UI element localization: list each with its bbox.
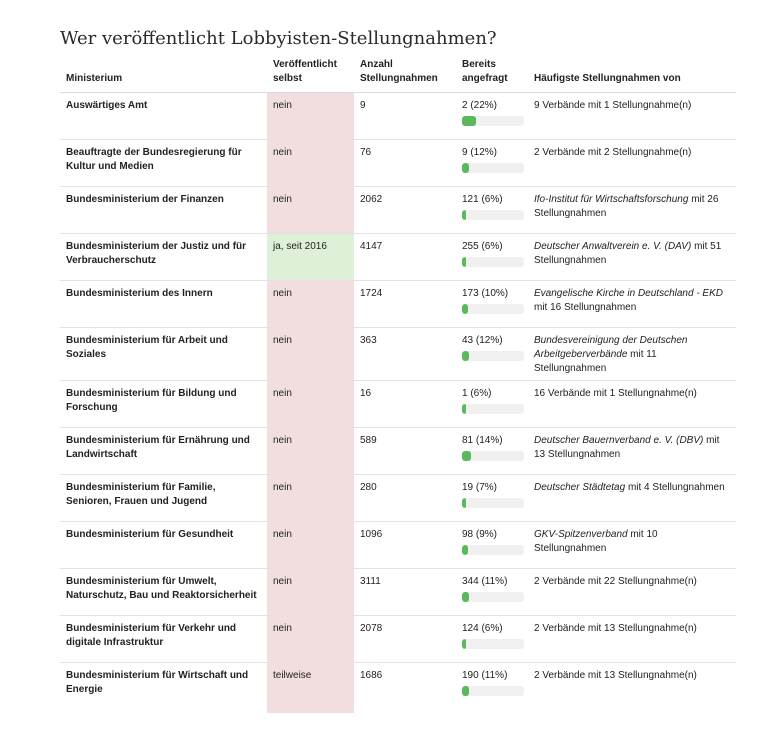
published-status: nein (267, 281, 354, 328)
requested-cell (456, 140, 528, 187)
table-row (60, 663, 736, 714)
progress-bar (462, 498, 524, 508)
progress-fill (462, 592, 469, 602)
progress-bar (462, 163, 524, 173)
progress-bar (462, 257, 524, 267)
top-detail: 2 Verbände mit 13 Stellungnahme(n) (534, 623, 697, 634)
top-submitters (528, 140, 736, 187)
progress-fill (462, 639, 466, 649)
top-submitters (528, 522, 736, 569)
table-row (60, 328, 736, 381)
table-row (60, 140, 736, 187)
published-status: nein (267, 381, 354, 428)
requested-value: 344 (11%) (462, 576, 508, 587)
progress-bar (462, 639, 524, 649)
ministry-name: Bundesministerium für Arbeit und Soziales (60, 328, 267, 381)
top-detail: 2 Verbände mit 22 Stellungnahme(n) (534, 576, 697, 587)
top-submitters (528, 475, 736, 522)
progress-fill (462, 210, 466, 220)
page-title: Wer veröffentlicht Lobbyisten-Stellungnahmen? (60, 28, 497, 49)
statement-count: 1096 (354, 522, 456, 569)
top-organization: Deutscher Bauernverband e. V. (DBV) (534, 435, 704, 446)
table-header-row (60, 56, 736, 93)
top-detail: mit 4 Stellungnahmen (625, 482, 725, 493)
requested-value: 1 (6%) (462, 388, 492, 399)
published-status: nein (267, 569, 354, 616)
progress-fill (462, 116, 476, 126)
ministry-name: Bundesministerium für Verkehr und digitale Infrastruktur (60, 616, 267, 663)
top-detail: mit 11 Stellungnahmen (534, 349, 657, 374)
statement-count: 2062 (354, 187, 456, 234)
statement-count: 16 (354, 381, 456, 428)
top-detail: mit 10 Stellungnahmen (534, 529, 658, 554)
table-row (60, 381, 736, 428)
top-submitters (528, 381, 736, 428)
ministry-name: Bundesministerium der Justiz und für Verbraucherschutz (60, 234, 267, 281)
progress-fill (462, 304, 468, 314)
requested-value: 2 (22%) (462, 100, 498, 111)
table-row (60, 616, 736, 663)
requested-cell (456, 328, 528, 381)
progress-bar (462, 351, 524, 361)
statement-count: 3111 (354, 569, 456, 616)
progress-fill (462, 498, 466, 508)
header-requested: Bereits angefragt (456, 56, 528, 93)
requested-value: 124 (6%) (462, 623, 503, 634)
requested-value: 98 (9%) (462, 529, 498, 540)
ministry-name: Bundesministerium für Familie, Senioren, Frauen und Jugend (60, 475, 267, 522)
progress-fill (462, 257, 466, 267)
progress-bar (462, 116, 524, 126)
ministry-name: Bundesministerium für Gesundheit (60, 522, 267, 569)
header-count: Anzahl Stellungnahmen (354, 56, 456, 93)
progress-bar (462, 545, 524, 555)
top-organization: Ifo-Institut für Wirtschaftsforschung (534, 194, 689, 205)
top-submitters (528, 428, 736, 475)
header-ministry: Ministerium (60, 56, 267, 93)
top-organization: Evangelische Kirche in Deutschland - EKD (534, 288, 723, 299)
requested-value: 121 (6%) (462, 194, 503, 205)
progress-bar (462, 686, 524, 696)
requested-cell (456, 381, 528, 428)
progress-fill (462, 545, 468, 555)
published-status: nein (267, 522, 354, 569)
published-status: teilweise (267, 663, 354, 714)
published-status: nein (267, 93, 354, 140)
top-submitters (528, 663, 736, 714)
top-organization: Deutscher Anwaltverein e. V. (DAV) (534, 241, 692, 252)
statement-count: 1724 (354, 281, 456, 328)
ministry-name: Bundesministerium für Umwelt, Naturschutz, Bau und Reaktorsicherheit (60, 569, 267, 616)
ministry-name: Bundesministerium für Ernährung und Landwirtschaft (60, 428, 267, 475)
ministry-name: Auswärtiges Amt (60, 93, 267, 140)
progress-fill (462, 351, 469, 361)
ministry-table (60, 56, 736, 713)
requested-cell (456, 281, 528, 328)
top-submitters (528, 93, 736, 140)
requested-cell (456, 663, 528, 714)
table-row (60, 281, 736, 328)
table-row (60, 187, 736, 234)
top-organization: Bundesvereinigung der Deutschen Arbeitgeberverbände (534, 335, 688, 360)
top-submitters (528, 234, 736, 281)
table-body (60, 93, 736, 714)
table-row (60, 522, 736, 569)
statement-count: 76 (354, 140, 456, 187)
top-detail: 2 Verbände mit 13 Stellungnahme(n) (534, 670, 697, 681)
published-status: nein (267, 616, 354, 663)
table-row (60, 93, 736, 140)
ministry-name: Bundesministerium der Finanzen (60, 187, 267, 234)
progress-fill (462, 404, 466, 414)
ministry-name: Bundesministerium des Innern (60, 281, 267, 328)
top-submitters (528, 281, 736, 328)
requested-cell (456, 475, 528, 522)
top-detail: mit 16 Stellungnahmen (534, 302, 637, 313)
requested-value: 255 (6%) (462, 241, 503, 252)
header-top: Häufigste Stellungnahmen von (528, 56, 736, 93)
statement-count: 4147 (354, 234, 456, 281)
progress-bar (462, 210, 524, 220)
header-published: Veröffentlicht selbst (267, 56, 354, 93)
requested-cell (456, 187, 528, 234)
top-organization: Deutscher Städtetag (534, 482, 626, 493)
top-detail: mit 26 Stellungnahmen (534, 194, 719, 219)
requested-cell (456, 569, 528, 616)
ministry-name: Bundesministerium für Bildung und Forschung (60, 381, 267, 428)
statement-count: 1686 (360, 670, 383, 681)
table-row (60, 569, 736, 616)
requested-cell (456, 234, 528, 281)
ministry-name: Bundesministerium für Wirtschaft und Energie (66, 670, 249, 695)
top-detail: 16 Verbände mit 1 Stellungnahme(n) (534, 388, 697, 399)
progress-bar (462, 451, 524, 461)
published-status: nein (267, 187, 354, 234)
requested-value: 190 (11%) (462, 670, 508, 681)
published-status: nein (267, 475, 354, 522)
top-detail: 2 Verbände mit 2 Stellungnahme(n) (534, 147, 692, 158)
requested-cell (456, 428, 528, 475)
table-row (60, 234, 736, 281)
progress-bar (462, 304, 524, 314)
top-submitters (528, 616, 736, 663)
requested-value: 43 (12%) (462, 335, 503, 346)
top-organization: GKV-Spitzenverband (534, 529, 628, 540)
published-status: ja, seit 2016 (267, 234, 354, 281)
progress-bar (462, 404, 524, 414)
statement-count: 2078 (354, 616, 456, 663)
published-status: nein (267, 328, 354, 381)
published-status: nein (267, 140, 354, 187)
requested-value: 19 (7%) (462, 482, 498, 493)
progress-bar (462, 592, 524, 602)
progress-fill (462, 686, 469, 696)
table-row (60, 475, 736, 522)
progress-fill (462, 451, 471, 461)
published-status: nein (267, 428, 354, 475)
statement-count: 280 (354, 475, 456, 522)
table-row (60, 428, 736, 475)
progress-fill (462, 163, 469, 173)
top-submitters (528, 569, 736, 616)
requested-value: 173 (10%) (462, 288, 509, 299)
requested-value: 81 (14%) (462, 435, 503, 446)
statement-count: 589 (354, 428, 456, 475)
ministry-name: Beauftragte der Bundesregierung für Kultur und Medien (60, 140, 267, 187)
top-submitters (528, 187, 736, 234)
top-detail: mit 51 Stellungnahmen (534, 241, 722, 266)
requested-value: 9 (12%) (462, 147, 498, 158)
requested-cell (456, 522, 528, 569)
requested-cell (456, 93, 528, 140)
top-detail: mit 13 Stellungnahmen (534, 435, 720, 460)
requested-cell (456, 616, 528, 663)
statement-count: 9 (354, 93, 456, 140)
top-detail: 9 Verbände mit 1 Stellungnahme(n) (534, 100, 692, 111)
statement-count: 363 (354, 328, 456, 381)
top-submitters (528, 328, 736, 381)
